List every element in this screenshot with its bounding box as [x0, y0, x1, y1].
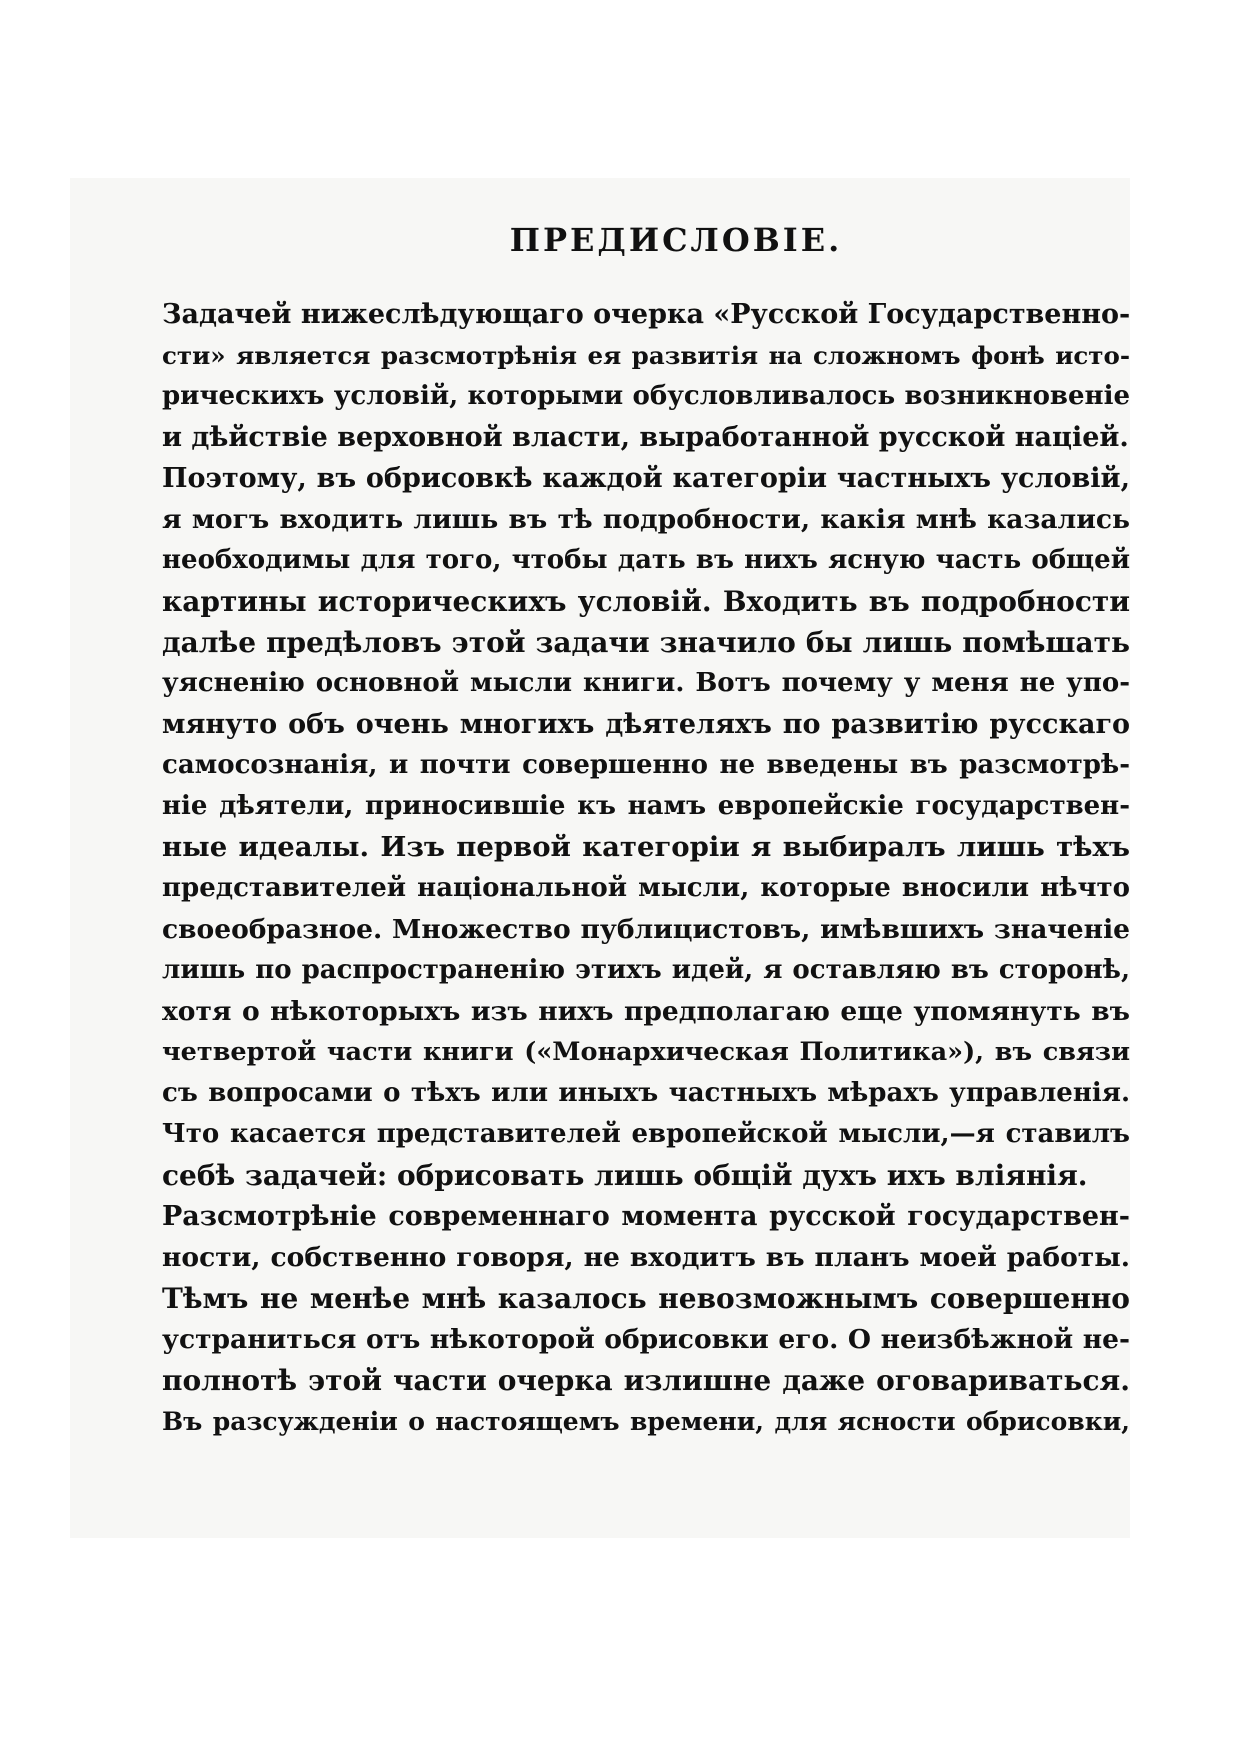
text-line: ніе дѣятели, приносившіе къ намъ европейскіе государствен- [162, 791, 1130, 821]
text-line: и дѣйствіе верховной власти, выработанной русской націей. [162, 422, 1129, 453]
text-line: Въ разсужденіи о настоящемъ времени, для ясности обрисовки, [162, 1407, 1130, 1436]
text-line: уясненію основной мысли книги. Вотъ почему у меня не упо- [162, 668, 1130, 698]
text-line: необходимы для того, чтобы дать въ нихъ ясную часть общей [162, 545, 1130, 575]
text-line: полнотѣ этой части очерка излишне даже оговариваться. [162, 1364, 1130, 1397]
text-line: ные идеалы. Изъ первой категоріи я выбиралъ лишь тѣхъ [162, 831, 1130, 863]
text-line: своеобразное. Множество публицистовъ, имѣвшихъ значеніе [162, 914, 1130, 945]
text-line: четвертой части книги («Монархическая Политика»), въ связи [162, 1037, 1130, 1067]
text-line: далѣе предѣловъ этой задачи значило бы лишь помѣшать [162, 626, 1130, 659]
text-line: Что касается представителей европейской мысли,—я ставилъ [162, 1119, 1130, 1149]
text-line: представителей національной мысли, которые вносили нѣчто [162, 873, 1130, 903]
text-line: ности, собственно говоря, не входитъ въ планъ моей работы. [162, 1242, 1130, 1273]
text-line: мянуто объ очень многихъ дѣятеляхъ по развитію русскаго [162, 709, 1130, 740]
page-title: ПРЕДИСЛОВІЕ. [509, 221, 843, 259]
text-line: устраниться отъ нѣкоторой обрисовки его. О неизбѣжной не- [162, 1324, 1130, 1355]
text-line: картины историческихъ условій. Входить въ подробности [162, 585, 1130, 618]
paragraph-2 [162, 458, 1130, 1196]
text-line: я могъ входить лишь въ тѣ подробности, какія мнѣ казались [162, 504, 1130, 535]
text-line: Задачей нижеслѣдующаго очерка «Русской Государственно- [162, 299, 1131, 330]
text-line: Тѣмъ не менѣе мнѣ казалось невозможнымъ совершенно [162, 1282, 1130, 1315]
text-line: хотя о нѣкоторыхъ изъ нихъ предполагаю еще упомянуть въ [162, 996, 1130, 1027]
text-line: рическихъ условій, которыми обусловливалось возникновеніе [162, 381, 1130, 411]
text-line: себѣ задачей: обрисовать лишь общій духъ ихъ вліянія. [162, 1159, 1088, 1192]
paragraph-3 [162, 1196, 1130, 1442]
text-line: самосознанія, и почти совершенно не введены въ разсмотрѣ- [162, 750, 1130, 780]
text-line: Разсмотрѣніе современнаго момента русской государствен- [162, 1201, 1130, 1232]
document-body [162, 220, 1130, 1442]
text-line: Поэтому, въ обрисовкѣ каждой категоріи частныхъ условій, [162, 463, 1130, 494]
text-line: лишь по распространенію этихъ идей, я оставляю въ сторонѣ, [162, 955, 1130, 985]
paragraph-1 [162, 294, 1130, 458]
text-line: съ вопросами о тѣхъ или иныхъ частныхъ мѣрахъ управленія. [162, 1078, 1130, 1108]
text-line: сти» является разсмотрѣнія ея развитія на сложномъ фонѣ исто- [162, 341, 1130, 370]
